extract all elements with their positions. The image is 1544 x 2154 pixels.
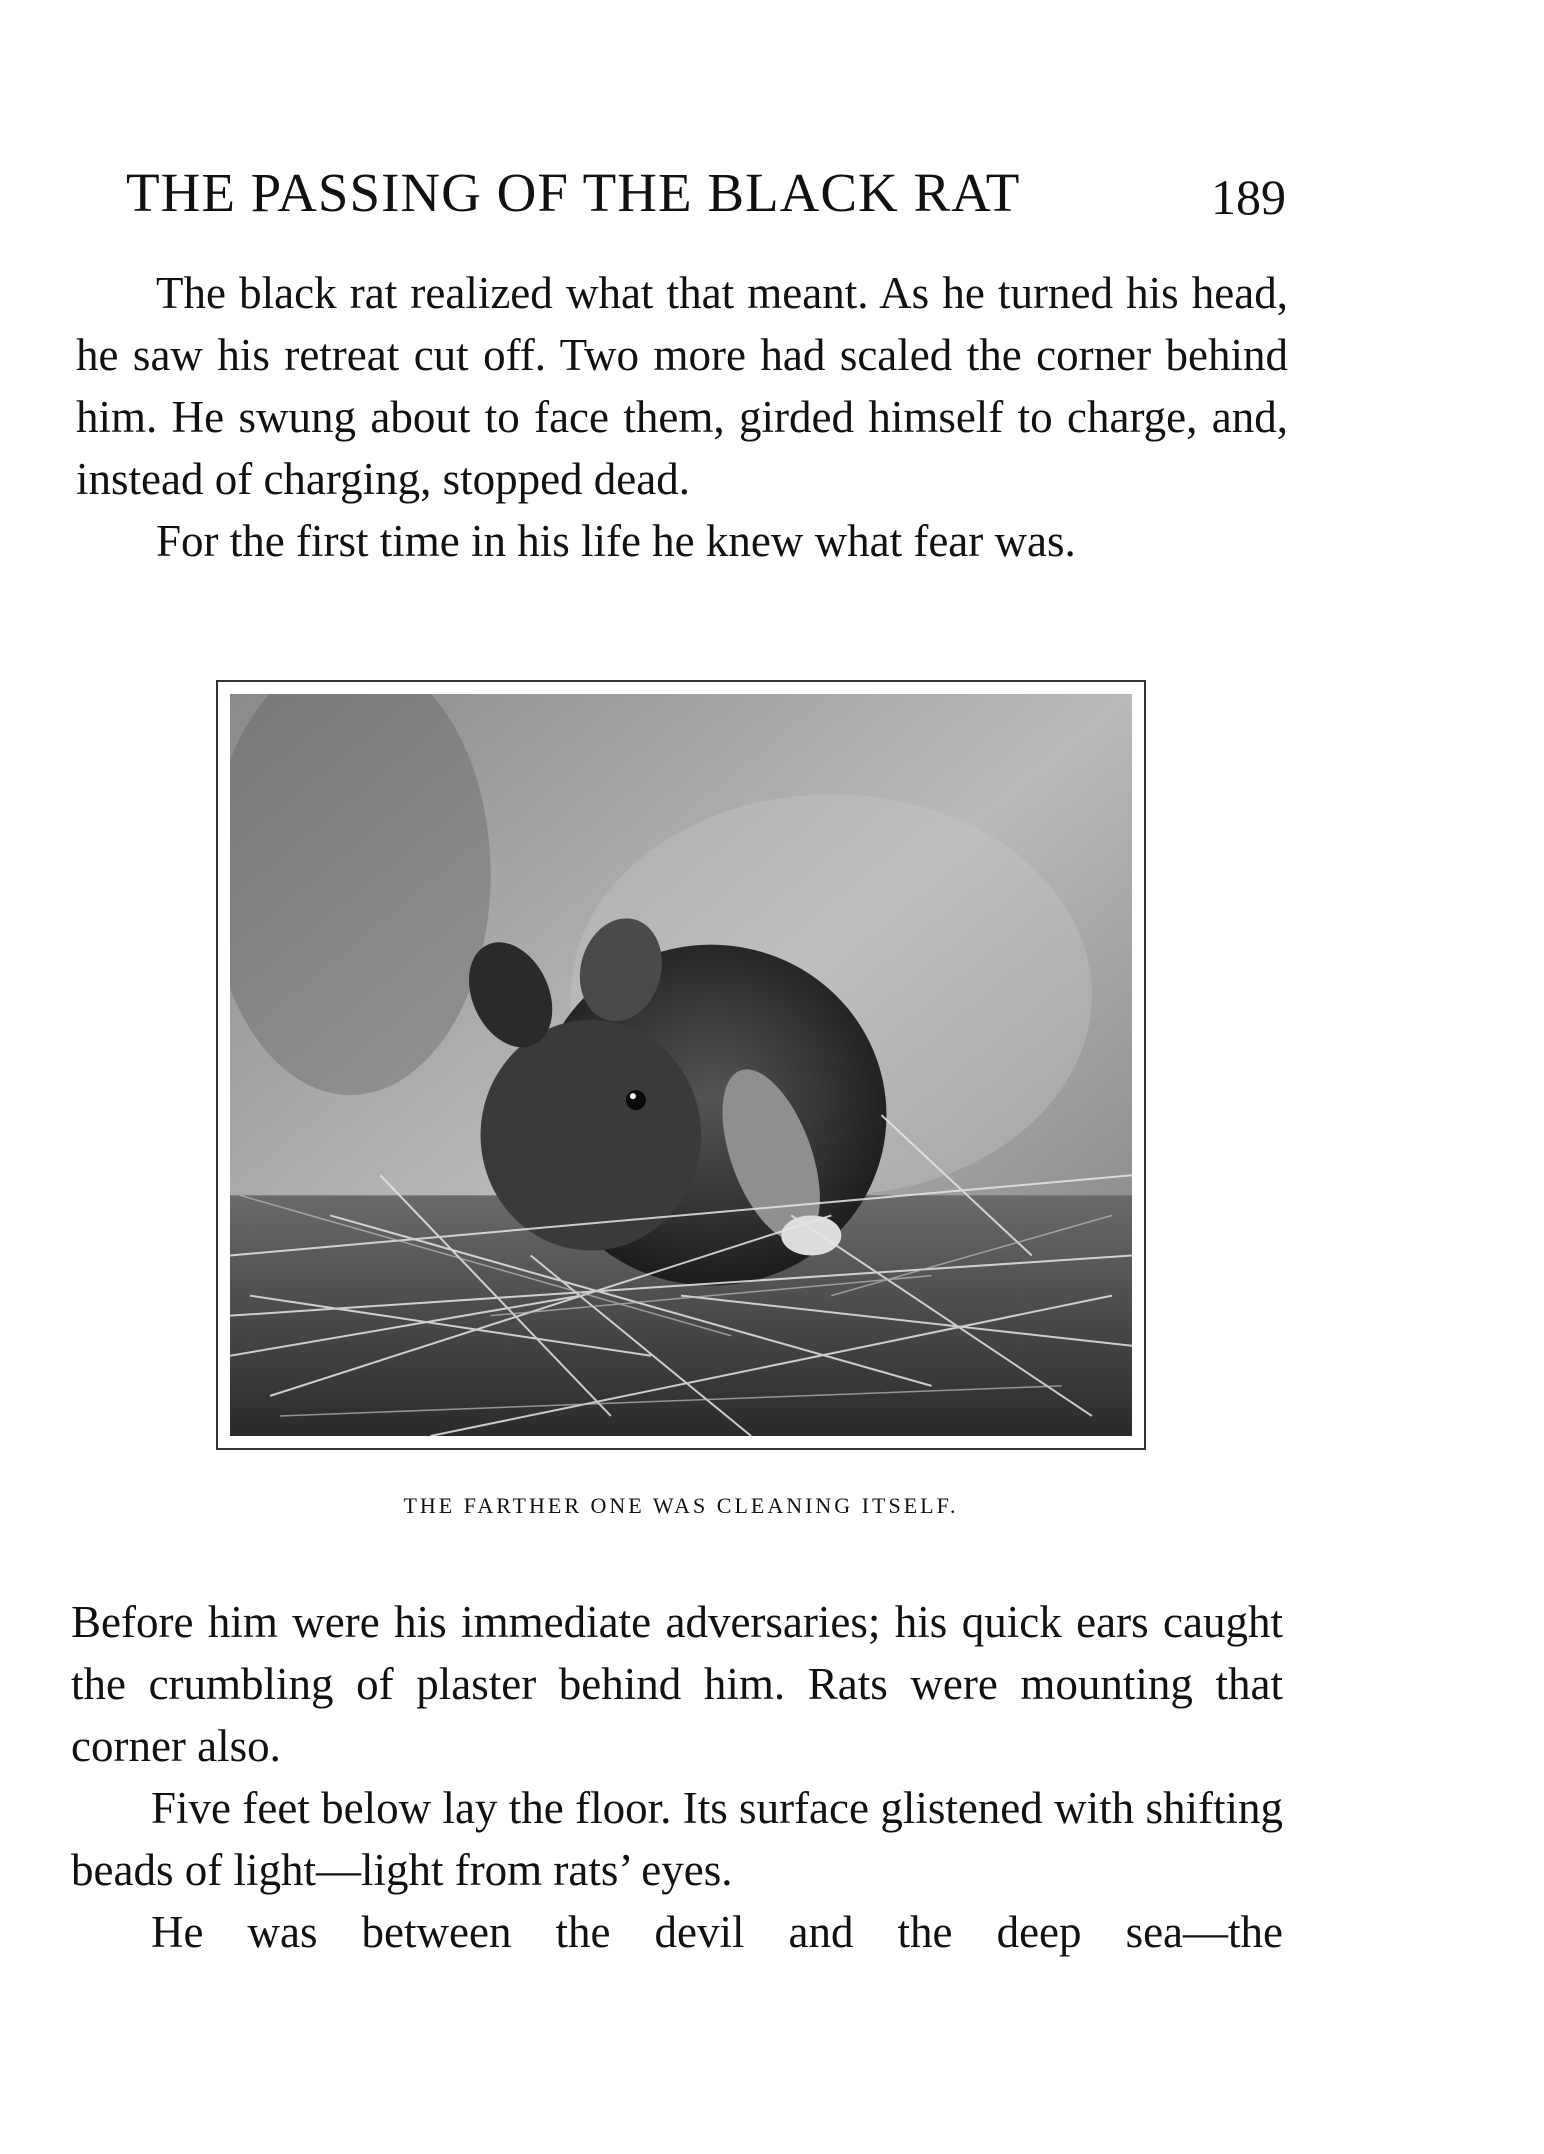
page-number: 189: [1211, 169, 1286, 225]
body-text-bottom: [71, 1591, 1283, 1963]
running-title: THE PASSING OF THE BLACK RAT: [126, 162, 1021, 223]
paragraph: The black rat realized what that meant. As he turned his head, he saw his retreat cut off. Two more had scaled the corner behind him. He swung about to face them, girded himself to charge, and, instead of charging, stopped dead.: [76, 268, 1288, 504]
body-text-top: [76, 262, 1288, 572]
paragraph: He was between the devil and the deep sea—the: [151, 1907, 1283, 1957]
paragraph: For the first time in his life he knew what fear was.: [156, 516, 1076, 566]
paragraph: Five feet below lay the floor. Its surface glistened with shifting beads of light—light from rats’ eyes.: [71, 1783, 1283, 1895]
running-header: [126, 158, 1286, 228]
plate-caption: THE FARTHER ONE WAS CLEANING ITSELF.: [403, 1493, 959, 1518]
photo-plate: [216, 680, 1146, 1450]
paragraph: Before him were his immediate adversaries; his quick ears caught the crumbling of plaster behind him. Rats were mounting that corner also.: [71, 1597, 1283, 1771]
rat-photograph: [230, 694, 1132, 1436]
